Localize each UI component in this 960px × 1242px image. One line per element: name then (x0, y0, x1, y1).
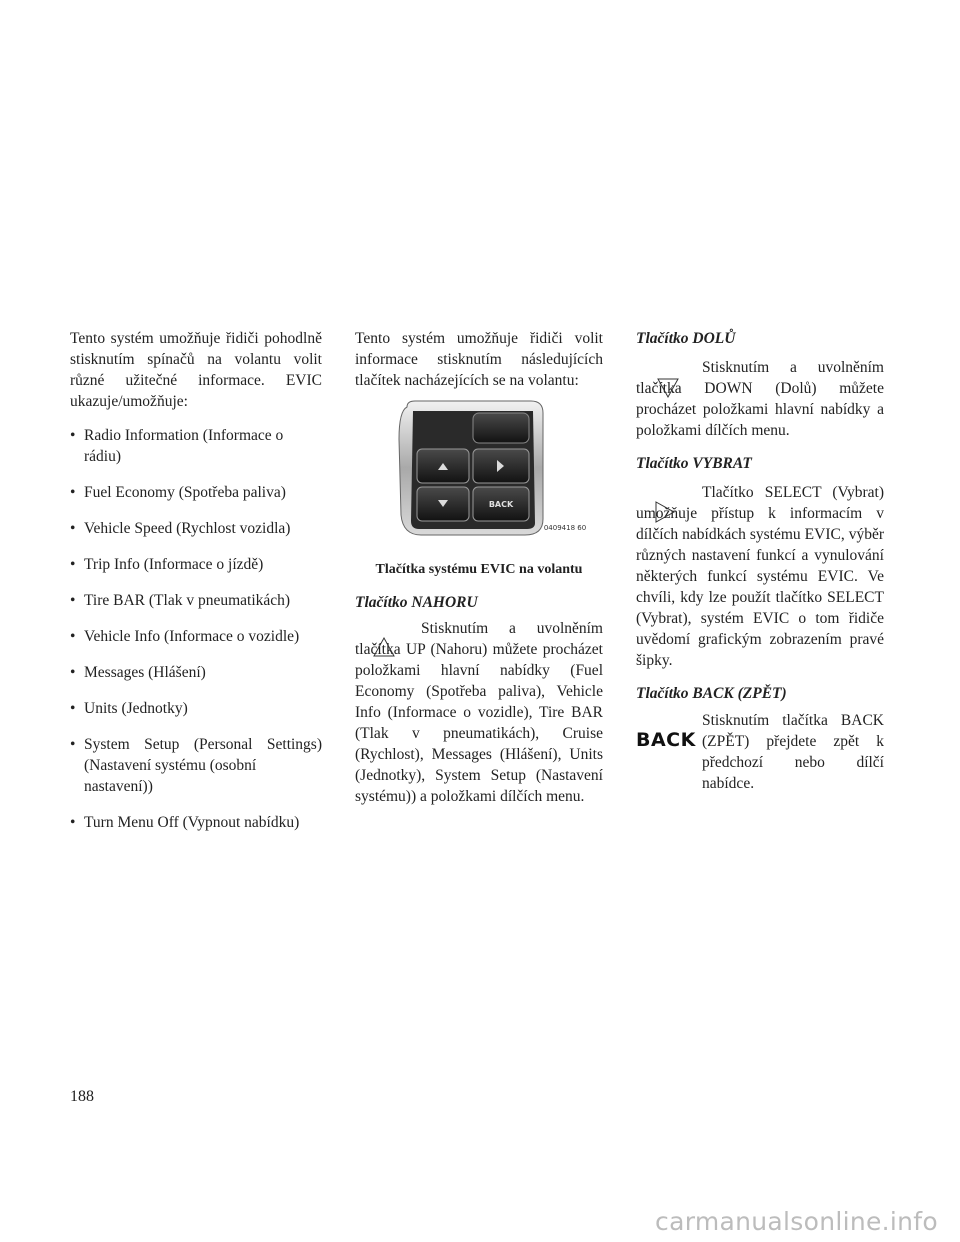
list-item: • System Setup (Personal Settings) (Nastavení systému (osobní nastavení)) (70, 734, 322, 797)
down-button-heading: Tlačítko DOLŮ (636, 330, 736, 347)
down-button-description (636, 357, 884, 441)
select-button-text: Tlačítko SELECT (Vybrat) umožňuje přístup k informacím v dílčích nabídkách systému EVIC, výběr různých nastavení funkcí a vynulování některých funkcí systému EVIC. Ve chvíli, kdy lze použít tlačítko SELECT (Vybrat), systém EVIC o tom řidiče uvědomí grafickým zobrazením pravé šipky. (636, 484, 884, 669)
back-button-description (636, 710, 884, 794)
back-button-text: Stisknutím tlačítka BACK (ZPĚT) přejdete zpět k předchozí nebo dílčí nabídce. (702, 712, 884, 792)
down-triangle-icon (636, 357, 702, 417)
watermark: carmanualsonline.info (655, 1207, 938, 1236)
up-button-text: Stisknutím a uvolněním tlačítka UP (Nahoru) můžete procházet položkami hlavní nabídky (Fuel Economy (Spotřeba paliva), Vehicle Info (Informace o vozidle), Tire BAR (Tlak v pneumatikách), Cruise (Rychlost), Messages (Hlášení), Units (Jednotky), System Setup (Nastavení systému)) a položkami dílčích menu. (355, 620, 603, 805)
select-button-description (636, 482, 884, 671)
list-item: • Messages (Hlášení) (70, 662, 322, 683)
list-item: • Units (Jednotky) (70, 698, 322, 719)
back-label-icon: BACK (636, 729, 696, 751)
svg-text:0409418 60: 0409418 60 (543, 524, 587, 532)
up-triangle-icon (355, 618, 421, 678)
select-button-heading: Tlačítko VYBRAT (636, 455, 752, 472)
middle-column (355, 328, 603, 807)
list-item: • Tire BAR (Tlak v pneumatikách) (70, 590, 322, 611)
list-item: • Trip Info (Informace o jízdě) (70, 554, 322, 575)
back-button-heading: Tlačítko BACK (ZPĚT) (636, 685, 787, 702)
steering-wheel-switches-illustration (355, 399, 603, 549)
buttons-intro-paragraph: Tento systém umožňuje řidiči volit informace stisknutím následujících tlačítek nacházejících se na volantu: (355, 330, 603, 389)
right-triangle-icon (636, 482, 702, 542)
list-item: • Radio Information (Informace o rádiu) (70, 425, 322, 467)
image-caption: Tlačítka systému EVIC na volantu (375, 562, 583, 577)
page-number: 188 (70, 1088, 94, 1105)
right-column (636, 328, 884, 794)
up-button-description (355, 618, 603, 807)
up-button-heading: Tlačítko NAHORU (355, 594, 478, 611)
evic-buttons-image (355, 399, 603, 555)
list-item: • Fuel Economy (Spotřeba paliva) (70, 482, 322, 503)
list-item: • Vehicle Info (Informace o vozidle) (70, 626, 322, 647)
left-column (70, 328, 322, 848)
evic-feature-list (70, 425, 322, 833)
list-item: • Vehicle Speed (Rychlost vozidla) (70, 518, 322, 539)
list-item: • Turn Menu Off (Vypnout nabídku) (70, 812, 322, 833)
down-button-text: Stisknutím a uvolněním tlačítka DOWN (Dolů) můžete procházet položkami hlavní nabídky a položkami dílčích menu. (636, 359, 884, 439)
svg-text:BACK: BACK (488, 500, 514, 509)
evic-intro-paragraph: Tento systém umožňuje řidiči pohodlně stisknutím spínačů na volantu volit různé užitečné informace. EVIC ukazuje/umožňuje: (70, 330, 322, 410)
